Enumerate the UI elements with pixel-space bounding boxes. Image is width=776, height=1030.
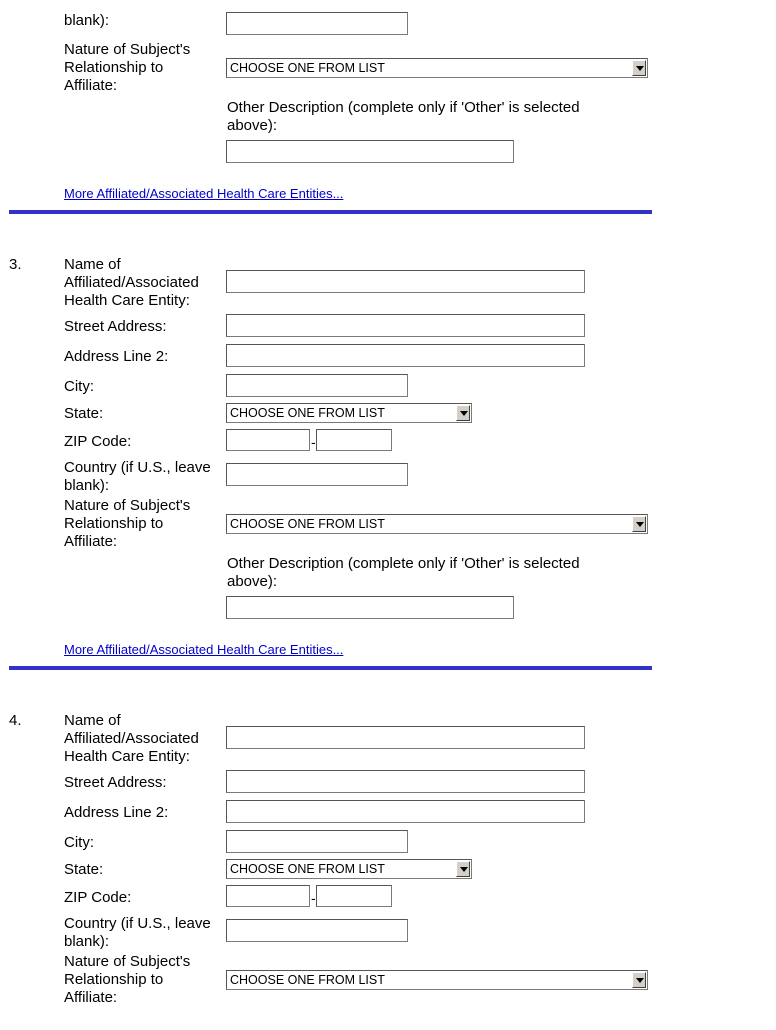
more-entities-link[interactable]: More Affiliated/Associated Health Care Entities... [64, 186, 344, 201]
street-address-label: Street Address: [64, 774, 167, 791]
relationship-select[interactable]: CHOOSE ONE FROM LIST [226, 58, 648, 78]
other-description-input[interactable] [226, 140, 514, 163]
relationship-select[interactable]: CHOOSE ONE FROM LIST [226, 970, 648, 990]
city-label: City: [64, 378, 94, 395]
country-input[interactable] [226, 12, 408, 35]
entity-name-label: Name of Affiliated/Associated Health Care Entity: [64, 256, 199, 309]
zip-input[interactable] [226, 429, 310, 451]
street-address-label: Street Address: [64, 318, 167, 335]
section-number: 4. [9, 712, 22, 729]
zip-separator: - [311, 434, 316, 450]
section-divider [9, 210, 652, 214]
state-select[interactable]: CHOOSE ONE FROM LIST [226, 859, 472, 879]
state-label: State: [64, 861, 104, 878]
zip-extension-input[interactable] [316, 885, 392, 907]
other-description-input[interactable] [226, 596, 514, 619]
address-line2-label: Address Line 2: [64, 804, 169, 821]
street-address-input[interactable] [226, 770, 585, 793]
entity-name-label: Name of Affiliated/Associated Health Care Entity: [64, 712, 199, 765]
country-input[interactable] [226, 919, 408, 942]
address-line2-input[interactable] [226, 800, 585, 823]
chevron-down-icon[interactable] [632, 516, 646, 532]
chevron-down-icon[interactable] [456, 405, 470, 421]
address-line2-input[interactable] [226, 344, 585, 367]
state-select[interactable]: CHOOSE ONE FROM LIST [226, 403, 472, 423]
section-divider [9, 666, 652, 670]
other-description-label: Other Description (complete only if 'Other' is selected above): [227, 99, 580, 134]
zip-label: ZIP Code: [64, 433, 132, 450]
relationship-label: Nature of Subject's Relationship to Affiliate: [64, 41, 191, 94]
entity-name-input[interactable] [226, 270, 585, 293]
country-label: Country (if U.S., leave blank): [64, 915, 211, 950]
address-line2-label: Address Line 2: [64, 348, 169, 365]
relationship-label: Nature of Subject's Relationship to Affiliate: [64, 953, 191, 1006]
zip-input[interactable] [226, 885, 310, 907]
section-number: 3. [9, 256, 22, 273]
city-label: City: [64, 834, 94, 851]
relationship-select[interactable]: CHOOSE ONE FROM LIST [226, 514, 648, 534]
city-input[interactable] [226, 830, 408, 853]
more-entities-link[interactable]: More Affiliated/Associated Health Care Entities... [64, 642, 344, 657]
zip-extension-input[interactable] [316, 429, 392, 451]
state-label: State: [64, 405, 104, 422]
country-input[interactable] [226, 463, 408, 486]
street-address-input[interactable] [226, 314, 585, 337]
chevron-down-icon[interactable] [632, 60, 646, 76]
country-label: Country (if U.S., leave blank): [64, 459, 211, 494]
city-input[interactable] [226, 374, 408, 397]
zip-separator: - [311, 890, 316, 906]
country-label-tail: blank): [64, 12, 110, 29]
relationship-label: Nature of Subject's Relationship to Affiliate: [64, 497, 191, 550]
chevron-down-icon[interactable] [632, 972, 646, 988]
chevron-down-icon[interactable] [456, 861, 470, 877]
zip-label: ZIP Code: [64, 889, 132, 906]
entity-name-input[interactable] [226, 726, 585, 749]
other-description-label: Other Description (complete only if 'Other' is selected above): [227, 555, 580, 590]
